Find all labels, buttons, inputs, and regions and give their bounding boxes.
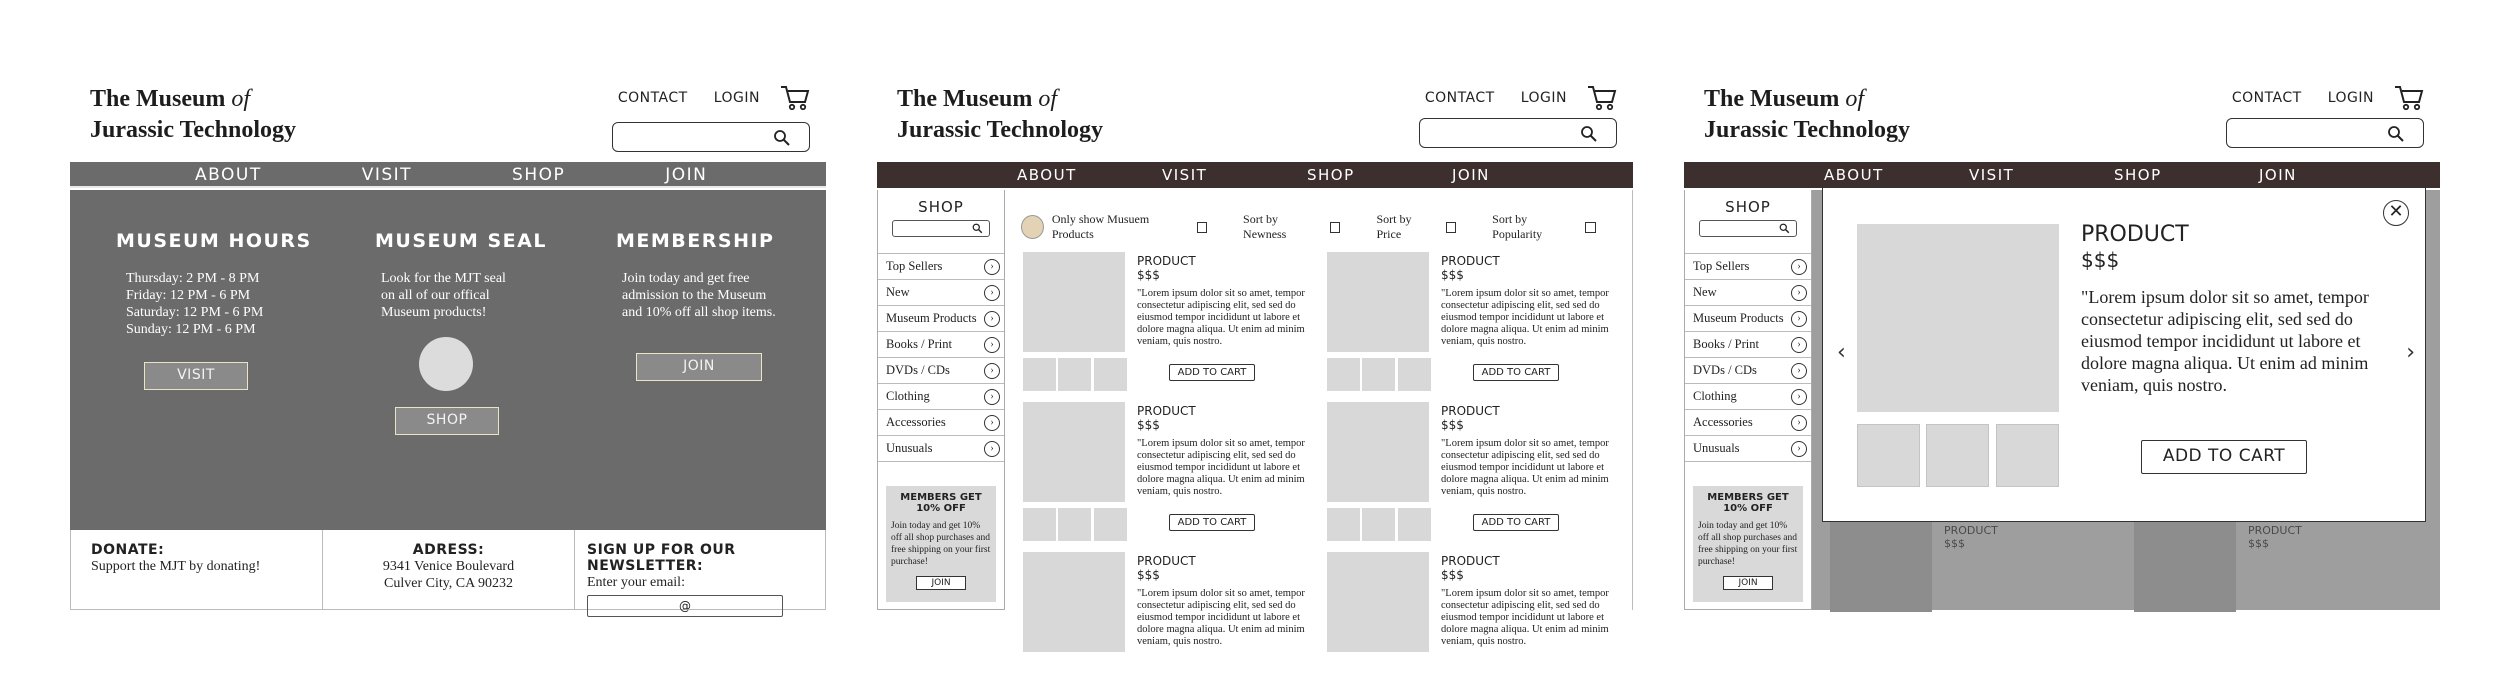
chevron-right-icon: › xyxy=(1791,285,1807,301)
address-line1: 9341 Venice Boulevard xyxy=(382,559,515,574)
product-description: "Lorem ipsum dolor sit so amet, tempor consectetur adipiscing elit, sed sed do eiusmod tempor incididunt ut labore et dolore magna aliqua. Ut enim ad minim veniam, quis nostro. xyxy=(1441,588,1609,647)
nav-about[interactable]: ABOUT xyxy=(195,165,262,185)
product-description: "Lorem ipsum dolor sit so amet, tempor consectetur adipiscing elit, sed sed do eiusmod tempor incididunt ut labore et dolore magna aliqua. Ut enim ad minim veniam, quis nostro. xyxy=(1137,438,1305,497)
search-input[interactable] xyxy=(1419,118,1617,148)
category-label: Top Sellers xyxy=(1693,259,1750,273)
product-image[interactable] xyxy=(1023,402,1125,502)
category-label: Unusuals xyxy=(1693,441,1740,455)
product-price: $$$ xyxy=(1441,418,1464,432)
logo-of: of xyxy=(1038,86,1058,112)
footer xyxy=(70,530,826,613)
product-name-text: PRODUCT xyxy=(1441,404,1500,418)
newsletter-label: Enter your email: xyxy=(587,575,685,590)
nav-visit[interactable]: VISIT xyxy=(1969,166,2015,184)
product-modal-frame xyxy=(1684,70,2440,610)
search-icon[interactable] xyxy=(2387,125,2405,143)
chevron-right-icon: › xyxy=(1791,441,1807,457)
product-name xyxy=(1441,254,1500,282)
filter-label: Sort by Popularity xyxy=(1492,212,1543,241)
login-link[interactable]: LOGIN xyxy=(713,90,760,106)
search-input[interactable] xyxy=(2226,118,2424,148)
category-new[interactable] xyxy=(878,280,1004,306)
category-top-sellers[interactable] xyxy=(1685,254,1811,280)
dimmed-name-text: PRODUCT xyxy=(2248,524,2302,537)
promo-join-button[interactable]: JOIN xyxy=(1723,576,1773,590)
chevron-right-icon: › xyxy=(1791,389,1807,405)
product-card[interactable] xyxy=(1023,252,1323,392)
product-image[interactable] xyxy=(1023,252,1125,352)
museum-hours xyxy=(116,230,356,390)
info-panel xyxy=(70,190,826,530)
product-name xyxy=(1137,554,1196,582)
filter-newness[interactable] xyxy=(1243,212,1340,242)
dimmed-product-image xyxy=(1830,522,1932,612)
search-icon[interactable] xyxy=(773,129,791,147)
logo-of: of xyxy=(1845,86,1865,112)
shop-sidebar xyxy=(877,190,1005,610)
product-thumb[interactable] xyxy=(1398,358,1431,391)
category-label: DVDs / CDs xyxy=(1693,363,1757,377)
footer-newsletter xyxy=(575,530,825,613)
logo-line2: Jurassic Technology xyxy=(897,117,1104,143)
category-dvds-cds[interactable] xyxy=(878,358,1004,384)
checkbox[interactable] xyxy=(1585,222,1596,233)
search-input[interactable] xyxy=(612,122,810,152)
category-label: Unusuals xyxy=(886,441,933,455)
product-thumb[interactable] xyxy=(1362,358,1395,391)
museum-logo[interactable] xyxy=(897,84,1103,146)
search-icon[interactable] xyxy=(1580,125,1598,143)
promo-title: MEMBERS GET 10% OFF xyxy=(1707,492,1789,514)
add-to-cart-button[interactable]: ADD TO CART xyxy=(1169,514,1255,531)
product-thumb[interactable] xyxy=(1058,358,1091,391)
nav-visit[interactable]: VISIT xyxy=(361,165,413,185)
search-icon[interactable] xyxy=(972,223,983,234)
modal-product-name: PRODUCT xyxy=(2081,222,2189,247)
logo-line1: The Museum xyxy=(897,86,1033,112)
product-price: $$$ xyxy=(1137,418,1160,432)
product-name xyxy=(1137,254,1196,282)
shop-search-input[interactable] xyxy=(892,220,990,237)
category-label: Top Sellers xyxy=(886,259,943,273)
membership-title: MEMBERSHIP xyxy=(616,230,775,252)
close-icon[interactable]: ✕ xyxy=(2383,200,2409,226)
category-new[interactable] xyxy=(1685,280,1811,306)
product-card[interactable] xyxy=(1327,402,1627,542)
product-image[interactable] xyxy=(1327,402,1429,502)
category-list xyxy=(1685,253,1811,462)
category-top-sellers[interactable] xyxy=(878,254,1004,280)
shop-title: SHOP xyxy=(918,198,964,216)
product-thumb[interactable] xyxy=(1996,424,2059,487)
product-price: $$$ xyxy=(1137,568,1160,582)
nav-visit[interactable]: VISIT xyxy=(1162,166,1208,184)
category-books-print[interactable] xyxy=(1685,332,1811,358)
login-link[interactable]: LOGIN xyxy=(1520,90,1567,106)
filter-museum-products[interactable] xyxy=(1021,212,1207,242)
category-label: Museum Products xyxy=(1693,311,1784,325)
product-price: $$$ xyxy=(1441,268,1464,282)
product-thumb[interactable] xyxy=(1094,358,1127,391)
category-label: Museum Products xyxy=(886,311,977,325)
dimmed-product-name xyxy=(1944,524,1998,550)
promo-text: Join today and get 10% off all shop purchases and free shipping on your first purchase! xyxy=(1698,521,1798,567)
dimmed-product-image xyxy=(2134,522,2236,612)
login-link[interactable]: LOGIN xyxy=(2327,90,2374,106)
add-to-cart-button[interactable]: ADD TO CART xyxy=(1473,364,1559,381)
product-thumb[interactable] xyxy=(1327,508,1360,541)
product-thumb[interactable] xyxy=(1058,508,1091,541)
product-thumb[interactable] xyxy=(1023,508,1056,541)
chevron-left-icon[interactable]: ‹ xyxy=(1837,340,1846,365)
category-label: Accessories xyxy=(886,415,946,429)
main-nav xyxy=(877,162,1633,188)
category-accessories[interactable] xyxy=(878,410,1004,436)
donate-title: DONATE: xyxy=(91,542,165,558)
museum-logo[interactable] xyxy=(1704,84,1910,146)
category-museum-products[interactable] xyxy=(878,306,1004,332)
product-name xyxy=(1137,404,1196,432)
product-card[interactable] xyxy=(1327,552,1627,692)
nav-shop[interactable]: SHOP xyxy=(512,165,566,185)
chevron-right-icon: › xyxy=(984,285,1000,301)
dimmed-price: $$$ xyxy=(2248,537,2269,550)
filter-label: Only show Musuem Products xyxy=(1051,212,1150,241)
chevron-right-icon: › xyxy=(984,415,1000,431)
category-dvds-cds[interactable] xyxy=(1685,358,1811,384)
product-name xyxy=(1441,554,1500,582)
main-nav xyxy=(70,162,826,188)
museum-seal-icon xyxy=(1021,215,1044,239)
product-image[interactable] xyxy=(1857,224,2059,412)
promo-text: Join today and get 10% off all shop purchases and free shipping on your first purchase! xyxy=(891,521,991,567)
product-image[interactable] xyxy=(1023,552,1125,652)
product-price: $$$ xyxy=(1441,568,1464,582)
product-name-text: PRODUCT xyxy=(1441,254,1500,268)
shop-sidebar xyxy=(1684,190,1812,610)
category-unusuals[interactable] xyxy=(878,436,1004,462)
product-name xyxy=(1441,404,1500,432)
filter-price[interactable] xyxy=(1376,212,1456,242)
chevron-right-icon: › xyxy=(1791,337,1807,353)
promo-join-button[interactable]: JOIN xyxy=(916,576,966,590)
cart-icon[interactable] xyxy=(780,84,810,112)
nav-join[interactable]: JOIN xyxy=(665,165,708,185)
members-promo xyxy=(1693,486,1803,602)
hours-line: Saturday: 12 PM - 6 PM xyxy=(126,305,264,320)
product-card[interactable] xyxy=(1023,402,1323,542)
category-label: Accessories xyxy=(1693,415,1753,429)
add-to-cart-button[interactable]: ADD TO CART xyxy=(1473,514,1559,531)
logo-of: of xyxy=(231,86,251,112)
dimmed-price: $$$ xyxy=(1944,537,1965,550)
chevron-right-icon[interactable]: › xyxy=(2406,340,2415,365)
contact-link[interactable]: CONTACT xyxy=(1424,90,1495,106)
search-icon[interactable] xyxy=(1779,223,1790,234)
filter-bar xyxy=(1021,212,1632,242)
add-to-cart-button[interactable]: ADD TO CART xyxy=(2141,440,2307,474)
cart-icon[interactable] xyxy=(1587,84,1617,112)
category-unusuals[interactable] xyxy=(1685,436,1811,462)
hours-line: Friday: 12 PM - 6 PM xyxy=(126,288,251,303)
main-nav xyxy=(1684,162,2440,188)
product-thumb[interactable] xyxy=(1857,424,1920,487)
product-name-text: PRODUCT xyxy=(1137,254,1196,268)
logo-line2: Jurassic Technology xyxy=(1704,117,1911,143)
filter-label: Sort by Price xyxy=(1376,212,1412,241)
product-modal xyxy=(1822,187,2426,522)
category-clothing[interactable] xyxy=(878,384,1004,410)
footer-donate xyxy=(71,530,323,609)
category-list xyxy=(878,253,1004,462)
logo-line1: The Museum xyxy=(90,86,226,112)
shop-search-input[interactable] xyxy=(1699,220,1797,237)
chevron-right-icon: › xyxy=(984,259,1000,275)
product-description: "Lorem ipsum dolor sit so amet, tempor consectetur adipiscing elit, sed sed do eiusmod tempor incididunt ut labore et dolore magna aliqua. Ut enim ad minim veniam, quis nostro. xyxy=(1137,588,1305,647)
visit-button[interactable]: VISIT xyxy=(144,362,248,390)
hours-line: Thursday: 2 PM - 8 PM xyxy=(126,271,260,286)
logo-line1: The Museum xyxy=(1704,86,1840,112)
dimmed-product-name xyxy=(2248,524,2302,550)
donate-text[interactable]: Support the MJT by donating! xyxy=(91,559,261,574)
museum-seal xyxy=(375,230,615,435)
chevron-right-icon: › xyxy=(984,337,1000,353)
museum-seal-image xyxy=(419,337,473,391)
category-label: New xyxy=(1693,285,1717,299)
shop-page-frame xyxy=(877,70,1633,647)
category-label: Clothing xyxy=(886,389,930,403)
chevron-right-icon: › xyxy=(984,311,1000,327)
chevron-right-icon: › xyxy=(984,363,1000,379)
email-field[interactable]: @ xyxy=(587,595,783,617)
nav-about[interactable]: ABOUT xyxy=(1824,166,1884,184)
product-name-text: PRODUCT xyxy=(1137,404,1196,418)
product-thumb[interactable] xyxy=(1398,508,1431,541)
chevron-right-icon: › xyxy=(1791,415,1807,431)
museum-logo[interactable] xyxy=(90,84,296,146)
filter-label: Sort by Newness xyxy=(1243,212,1287,241)
product-description: "Lorem ipsum dolor sit so amet, tempor consectetur adipiscing elit, sed sed do eiusmod tempor incididunt ut labore et dolore magna aliqua. Ut enim ad minim veniam, quis nostro. xyxy=(1137,288,1305,347)
product-grid xyxy=(1005,190,1633,647)
contact-link[interactable]: CONTACT xyxy=(2231,90,2302,106)
address-line2: Culver City, CA 90232 xyxy=(384,576,513,591)
category-museum-products[interactable] xyxy=(1685,306,1811,332)
category-label: DVDs / CDs xyxy=(886,363,950,377)
nav-shop[interactable]: SHOP xyxy=(1307,166,1355,184)
product-thumb[interactable] xyxy=(1327,358,1360,391)
membership xyxy=(616,230,856,381)
product-name-text: PRODUCT xyxy=(1137,554,1196,568)
product-description: "Lorem ipsum dolor sit so amet, tempor consectetur adipiscing elit, sed sed do eiusmod tempor incididunt ut labore et dolore magna aliqua. Ut enim ad minim veniam, quis nostro. xyxy=(1441,288,1609,347)
product-name-text: PRODUCT xyxy=(1441,554,1500,568)
contact-link[interactable]: CONTACT xyxy=(617,90,688,106)
product-card[interactable] xyxy=(1327,252,1627,392)
nav-shop[interactable]: SHOP xyxy=(2114,166,2162,184)
newsletter-title: SIGN UP FOR OUR NEWSLETTER: xyxy=(587,542,736,574)
category-label: Books / Print xyxy=(1693,337,1759,351)
add-to-cart-button[interactable]: ADD TO CART xyxy=(1169,364,1255,381)
home-page-frame xyxy=(70,70,826,613)
modal-product-price: $$$ xyxy=(2081,248,2120,272)
top-nav xyxy=(592,84,810,112)
top-nav xyxy=(2206,84,2424,112)
product-price: $$$ xyxy=(1137,268,1160,282)
chevron-right-icon: › xyxy=(1791,311,1807,327)
hours-line: Sunday: 12 PM - 6 PM xyxy=(126,322,256,337)
product-thumb[interactable] xyxy=(1362,508,1395,541)
category-clothing[interactable] xyxy=(1685,384,1811,410)
chevron-right-icon: › xyxy=(984,441,1000,457)
shop-title: SHOP xyxy=(1725,198,1771,216)
nav-about[interactable]: ABOUT xyxy=(1017,166,1077,184)
checkbox[interactable] xyxy=(1197,222,1208,233)
checkbox[interactable] xyxy=(1446,222,1457,233)
members-promo xyxy=(886,486,996,602)
seal-text: Look for the MJT seal on all of our offical Museum products! xyxy=(381,271,506,320)
product-thumb[interactable] xyxy=(1094,508,1127,541)
nav-join[interactable]: JOIN xyxy=(1452,166,1490,184)
product-thumb[interactable] xyxy=(1023,358,1056,391)
chevron-right-icon: › xyxy=(1791,259,1807,275)
category-label: New xyxy=(886,285,910,299)
membership-text: Join today and get free admission to the Museum and 10% off all shop items. xyxy=(622,271,776,320)
product-card[interactable] xyxy=(1023,552,1323,692)
product-description: "Lorem ipsum dolor sit so amet, tempor consectetur adipiscing elit, sed sed do eiusmod tempor incididunt ut labore et dolore magna aliqua. Ut enim ad minim veniam, quis nostro. xyxy=(1441,438,1609,497)
product-thumb[interactable] xyxy=(1926,424,1989,487)
cart-icon[interactable] xyxy=(2394,84,2424,112)
hours-title: MUSEUM HOURS xyxy=(116,230,312,252)
join-button[interactable]: JOIN xyxy=(636,353,762,381)
chevron-right-icon: › xyxy=(984,389,1000,405)
category-label: Clothing xyxy=(1693,389,1737,403)
product-image[interactable] xyxy=(1327,552,1429,652)
modal-product-description: "Lorem ipsum dolor sit so amet, tempor consectetur adipiscing elit, sed sed do eiusmod tempor incididunt ut labore et dolore magna aliqua. Ut enim ad minim veniam, quis nostro. xyxy=(2081,287,2369,395)
nav-join[interactable]: JOIN xyxy=(2259,166,2297,184)
category-label: Books / Print xyxy=(886,337,952,351)
promo-title: MEMBERS GET 10% OFF xyxy=(900,492,982,514)
dimmed-name-text: PRODUCT xyxy=(1944,524,1998,537)
checkbox[interactable] xyxy=(1330,222,1341,233)
shop-button[interactable]: SHOP xyxy=(395,407,499,435)
category-accessories[interactable] xyxy=(1685,410,1811,436)
chevron-right-icon: › xyxy=(1791,363,1807,379)
product-image[interactable] xyxy=(1327,252,1429,352)
footer-address xyxy=(323,530,575,609)
top-nav xyxy=(1399,84,1617,112)
address-title: ADRESS: xyxy=(412,542,485,558)
seal-title: MUSEUM SEAL xyxy=(375,230,547,252)
filter-popularity[interactable] xyxy=(1492,212,1596,242)
category-books-print[interactable] xyxy=(878,332,1004,358)
logo-line2: Jurassic Technology xyxy=(90,117,297,143)
